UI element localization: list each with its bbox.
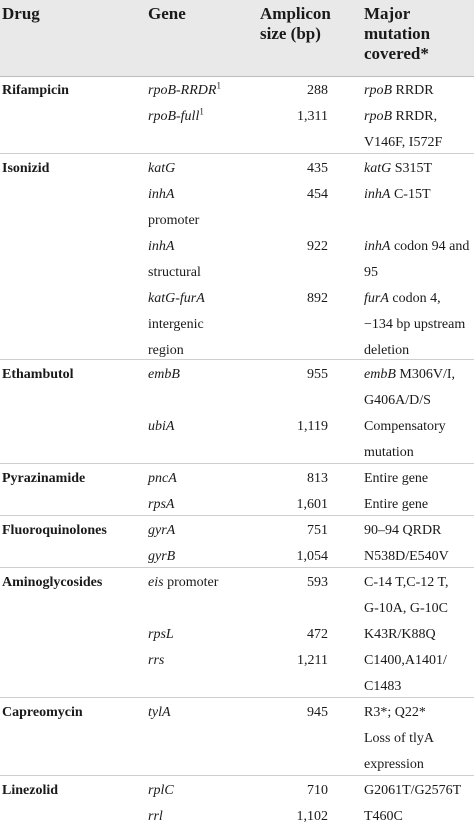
amplicon-size: 1,054 xyxy=(296,549,328,564)
drug-group xyxy=(0,360,474,464)
gene-line: intergenic xyxy=(148,317,204,332)
amplicon-size: 1,311 xyxy=(297,109,328,124)
drug-name: Capreomycin xyxy=(2,705,83,720)
mutation-line: expression xyxy=(364,757,424,772)
mutation-line: katG S315T xyxy=(364,161,433,176)
mutation-gene-name: rpoB xyxy=(364,109,392,124)
mutation-line: 90–94 QRDR xyxy=(364,523,442,538)
mutation-covered xyxy=(364,466,474,492)
gene-footnote: 1 xyxy=(199,106,204,117)
drug-group xyxy=(0,516,474,568)
drug-name: Fluoroquinolones xyxy=(2,523,107,538)
mutation-line: embB M306V/I, xyxy=(364,367,456,382)
mutation-line: C1400,A1401/ xyxy=(364,653,447,668)
gene-line xyxy=(148,544,258,570)
gene-line: structural xyxy=(148,265,201,280)
gene-line xyxy=(148,286,258,312)
amplicon-size: 1,601 xyxy=(296,497,328,512)
header-mutation-line2: mutation xyxy=(364,24,431,43)
mutation-gene-name: embB xyxy=(364,367,396,382)
gene-name xyxy=(148,518,258,544)
gene-line xyxy=(148,518,258,544)
gene-line xyxy=(148,648,258,674)
header-gene: Gene xyxy=(148,4,186,23)
gene-italic: rrl xyxy=(148,809,163,824)
amplicon-size: 955 xyxy=(307,367,328,382)
gene-name xyxy=(148,778,258,804)
mutation-line: rpoB RRDR xyxy=(364,83,434,98)
mutation-line: −134 bp upstream xyxy=(364,317,466,332)
amplicon-size: 1,211 xyxy=(297,653,328,668)
gene-italic: gyrB xyxy=(148,549,176,564)
drug-name: Aminoglycosides xyxy=(2,575,103,590)
amplicon-size: 945 xyxy=(307,705,328,720)
gene-italic: rpoB-RRDR xyxy=(148,83,217,98)
mutation-covered xyxy=(364,544,474,570)
mutation-covered xyxy=(364,700,474,778)
mutation-line: mutation xyxy=(364,445,414,460)
gene-name xyxy=(148,104,258,130)
gene-name xyxy=(148,622,258,648)
amplicon-size: 892 xyxy=(307,291,328,306)
mutation-line: Compensatory xyxy=(364,419,446,434)
gene-italic: katG-furA xyxy=(148,291,205,306)
amplicon-size: 288 xyxy=(307,83,328,98)
mutation-line: G2061T/G2576T xyxy=(364,783,462,798)
amplicon-size: 922 xyxy=(307,239,328,254)
drug-name: Isonizid xyxy=(2,161,50,176)
gene-italic: ubiA xyxy=(148,419,175,434)
gene-italic: gyrA xyxy=(148,523,176,538)
mutation-gene-name: inhA xyxy=(364,239,391,254)
amplicon-size: 593 xyxy=(307,575,328,590)
header-mutation-line3: covered* xyxy=(364,44,429,63)
gene-line xyxy=(148,804,258,830)
amplicon-size: 710 xyxy=(307,783,328,798)
mutation-covered xyxy=(364,648,474,700)
table-header xyxy=(0,0,474,77)
gene-name xyxy=(148,544,258,570)
mutation-line: 95 xyxy=(364,265,378,280)
gene-line xyxy=(148,622,258,648)
gene-footnote: 1 xyxy=(216,80,221,91)
gene-name xyxy=(148,414,258,440)
gene-italic: katG xyxy=(148,161,176,176)
mutation-line: Loss of tlyA xyxy=(364,731,434,746)
mutation-gene-name: rpoB xyxy=(364,83,392,98)
gene-name xyxy=(148,362,258,388)
drug-group xyxy=(0,698,474,776)
header-mutation-line1: Major xyxy=(364,4,411,23)
mutation-line: V146F, I572F xyxy=(364,135,443,150)
drug-name: Rifampicin xyxy=(2,83,69,98)
mutation-line: inhA codon 94 and xyxy=(364,239,470,254)
gene-italic: embB xyxy=(148,367,180,382)
gene-name xyxy=(148,466,258,492)
mutation-line: deletion xyxy=(364,343,410,358)
mutation-line: C-14 T,C-12 T, xyxy=(364,575,449,590)
drug-group xyxy=(0,776,474,824)
gene-italic: inhA xyxy=(148,239,175,254)
gene-italic: pncA xyxy=(148,471,177,486)
drug-group xyxy=(0,76,474,154)
amplicon-size: 813 xyxy=(307,471,328,486)
drug-group xyxy=(0,154,474,360)
mutation-covered xyxy=(364,286,474,364)
mutation-line: furA codon 4, xyxy=(364,291,441,306)
gene-line xyxy=(148,78,258,104)
amplicon-size: 435 xyxy=(307,161,328,176)
mutation-line: R3*; Q22* xyxy=(364,705,426,720)
mutation-covered xyxy=(364,414,474,466)
gene-name xyxy=(148,804,258,830)
gene-name xyxy=(148,700,258,726)
gene-italic: inhA xyxy=(148,187,175,202)
header-amplicon-line2: size (bp) xyxy=(260,24,321,43)
mutation-gene-name: furA xyxy=(364,291,389,306)
mutation-covered xyxy=(364,492,474,518)
gene-line xyxy=(148,182,258,208)
mutation-line: inhA C-15T xyxy=(364,187,431,202)
amplicon-size: 751 xyxy=(307,523,328,538)
header-amplicon-line1: Amplicon xyxy=(260,4,331,23)
gene-italic: rplC xyxy=(148,783,174,798)
mutation-line: K43R/K88Q xyxy=(364,627,436,642)
mutation-covered xyxy=(364,234,474,286)
gene-italic: rpsL xyxy=(148,627,174,642)
drug-name: Ethambutol xyxy=(2,367,74,382)
amplicon-size: 1,119 xyxy=(297,419,328,434)
gene-name xyxy=(148,492,258,518)
gene-italic: eis xyxy=(148,575,164,590)
mutation-line: rpoB RRDR, xyxy=(364,109,438,124)
gene-name xyxy=(148,286,258,364)
mutation-covered xyxy=(364,104,474,156)
mutation-covered xyxy=(364,78,474,104)
mutation-line: Entire gene xyxy=(364,497,429,512)
gene-italic: tylA xyxy=(148,705,171,720)
gene-line xyxy=(148,466,258,492)
gene-line: region xyxy=(148,343,184,358)
gene-line xyxy=(148,362,258,388)
gene-line xyxy=(148,700,258,726)
mutation-covered xyxy=(364,804,474,830)
gene-line xyxy=(148,156,258,182)
mutation-line: C1483 xyxy=(364,679,402,694)
gene-line xyxy=(148,234,258,260)
mutation-covered xyxy=(364,778,474,804)
gene-line xyxy=(148,414,258,440)
gene-name xyxy=(148,156,258,182)
amplicon-size: 472 xyxy=(307,627,328,642)
mutation-covered xyxy=(364,156,474,182)
mutation-covered xyxy=(364,518,474,544)
amplicon-size: 1,102 xyxy=(296,809,328,824)
gene-name xyxy=(148,182,258,234)
header-drug: Drug xyxy=(2,4,40,23)
gene-italic: rpsA xyxy=(148,497,175,512)
mutation-covered xyxy=(364,622,474,648)
mutation-line: G-10A, G-10C xyxy=(364,601,448,616)
drug-name: Linezolid xyxy=(2,783,59,798)
gene-line xyxy=(148,104,258,130)
mutation-line: Entire gene xyxy=(364,471,429,486)
gene-name xyxy=(148,234,258,286)
mutation-gene-name: inhA xyxy=(364,187,391,202)
mutation-covered xyxy=(364,182,474,208)
mutation-line: T460C xyxy=(364,809,403,824)
gene-italic: rrs xyxy=(148,653,165,668)
mutation-gene-name: katG xyxy=(364,161,392,176)
drug-name: Pyrazinamide xyxy=(2,471,86,486)
mutation-covered xyxy=(364,570,474,622)
gene-line: eis promoter xyxy=(148,575,219,590)
gene-line xyxy=(148,778,258,804)
drug-group xyxy=(0,464,474,516)
gene-italic: rpoB-full xyxy=(148,109,200,124)
drug-group xyxy=(0,568,474,698)
mutation-line: N538D/E540V xyxy=(364,549,449,564)
gene-line: promoter xyxy=(148,213,200,228)
gene-name xyxy=(148,78,258,104)
mutation-covered xyxy=(364,362,474,414)
amplicon-size: 454 xyxy=(307,187,328,202)
gene-line xyxy=(148,492,258,518)
gene-name xyxy=(148,648,258,674)
mutation-line: G406A/D/S xyxy=(364,393,431,408)
gene-name xyxy=(148,570,258,596)
